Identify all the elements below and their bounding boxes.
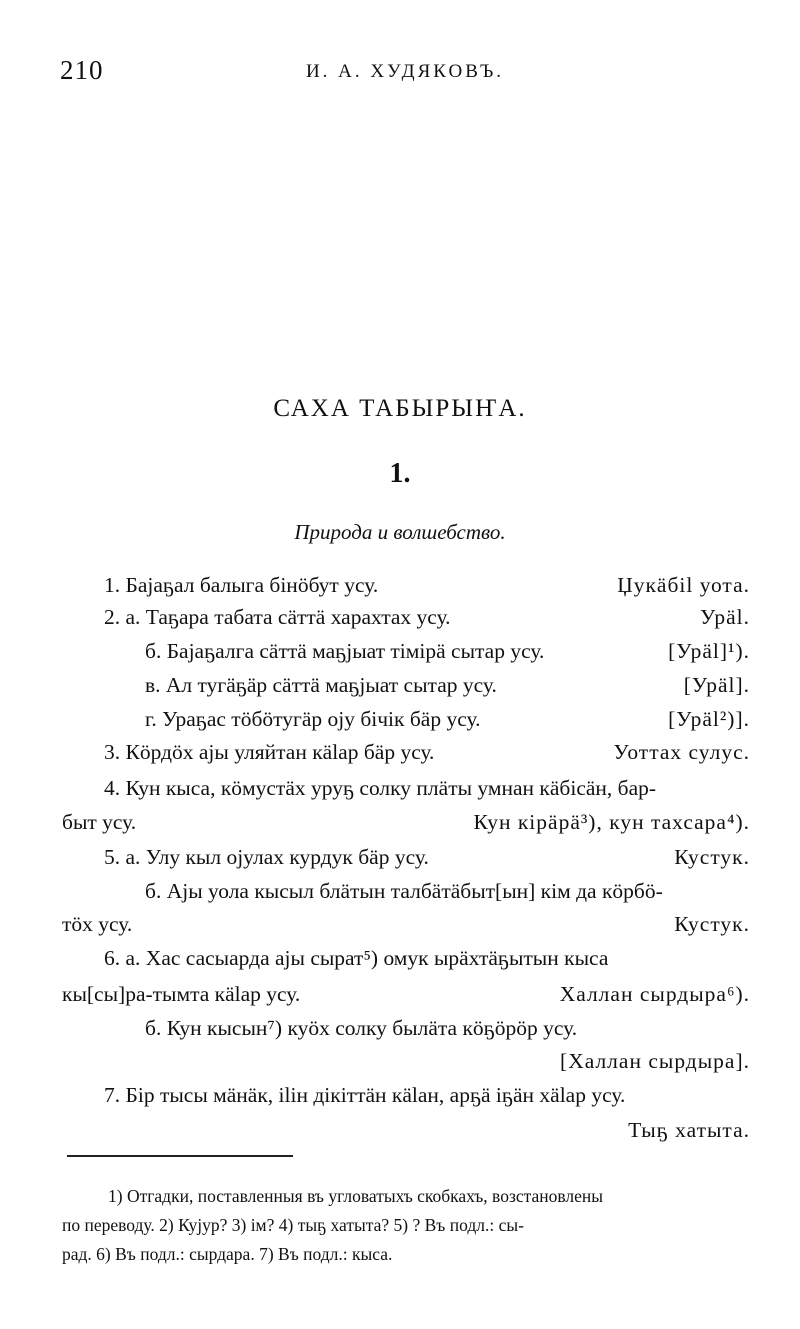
page-header [60, 55, 750, 95]
riddle-line [62, 1043, 750, 1079]
riddle-answer: [Урäl]¹). [668, 639, 750, 663]
riddle-line [62, 839, 750, 875]
riddle-line [62, 701, 750, 737]
riddle-answer: Уоттах сулус. [613, 740, 750, 764]
riddle-text: 7. Бiр тысы мäнäк, iliн дiкiттäн кälан, арҕä iҕäн хälар усу. [104, 1083, 626, 1107]
riddle-line [62, 906, 750, 942]
riddle-answer: Кустук. [674, 845, 750, 869]
footnote-line: рад. 6) Въ подл.: сырдара. 7) Въ подл.: кыса. [62, 1244, 393, 1264]
riddle-line [62, 804, 750, 840]
riddle-answer: Тыҕ хатыта. [628, 1118, 750, 1142]
riddle-line [62, 734, 750, 770]
riddle-answer: Џукäбil уота. [617, 573, 750, 597]
riddle-line [62, 1112, 750, 1148]
riddle-answer: Халлан сырдыра⁶). [559, 982, 750, 1006]
riddle-answer: Кустук. [674, 912, 750, 936]
riddle-text: г. Ураҕас тöбöтугäр оjу бiчiк бäр усу. [145, 707, 481, 731]
riddle-line [62, 770, 750, 806]
riddle-line [62, 873, 750, 909]
riddle-text: 6. а. Хас сасыарда аjы сырат⁵) омук ырäхтäҕытын кыса [104, 946, 609, 970]
section-subtitle: Природа и волшебство. [294, 520, 506, 544]
riddle-text: 3. Кöрдöх аjы уляйтан кälар бäр усу. [104, 740, 435, 764]
riddle-line [62, 976, 750, 1012]
riddle-text: кы[сы]ра-тымта кälар усу. [62, 982, 301, 1006]
riddle-text: б. Баjаҕалга сäттä маҕjыат тiмiрä сытар усу. [145, 639, 545, 663]
riddle-text: 5. а. Улу кыл оjулах курдук бäр усу. [104, 845, 429, 869]
footnote-line: 1) Отгадки, поставленныя въ угловатыхъ скобкахъ, возстановлены [108, 1186, 604, 1206]
riddle-line [62, 599, 750, 635]
riddle-text: 2. а. Таҕара табата сäттä харахтах усу. [104, 605, 451, 629]
section-number: 1. [389, 458, 411, 489]
footnote-divider [67, 1155, 293, 1157]
riddle-text: 1. Баjаҕал балыга бiнöбут усу. [104, 573, 379, 597]
riddle-text: 4. Кун кыса, кöмустäх уруҕ солку плäты умнан кäбiсäн, бар- [104, 776, 657, 800]
riddle-answer: Урäl. [700, 605, 750, 629]
riddle-answer: Кун кiрäрä³), кун тахсара⁴). [473, 810, 750, 834]
riddle-line [62, 567, 750, 603]
riddle-line [62, 940, 750, 976]
riddle-line [62, 633, 750, 669]
riddle-answer: [Халлан сырдыра]. [560, 1049, 750, 1073]
running-title: И. А. ХУДЯКОВЪ. [305, 61, 505, 82]
riddle-line [62, 1077, 750, 1113]
riddle-answer: [Урäl]. [683, 673, 750, 697]
riddle-text: б. Кун кысын⁷) куöх солку былäта кöҕöрöр усу. [145, 1016, 578, 1040]
riddle-text: б. Аjы уола кысыл блäтын талбäтäбыт[ын] кiм да кöрбö- [145, 879, 663, 903]
footnote-line: по переводу. 2) Кујур? 3) iм? 4) тыҕ хатыта? 5) ? Въ подл.: сы- [62, 1215, 524, 1235]
section-title: САХА ТАБЫРЫҤА. [273, 395, 527, 422]
riddle-line [62, 667, 750, 703]
riddle-line [62, 1010, 750, 1046]
riddle-text: тöх усу. [62, 912, 133, 936]
riddle-text: быт усу. [62, 810, 137, 834]
riddle-text: в. Ал тугäҕäр сäттä маҕjыат сытар усу. [145, 673, 497, 697]
riddle-answer: [Урäl²)]. [668, 707, 750, 731]
page-number: 210 [60, 55, 104, 85]
